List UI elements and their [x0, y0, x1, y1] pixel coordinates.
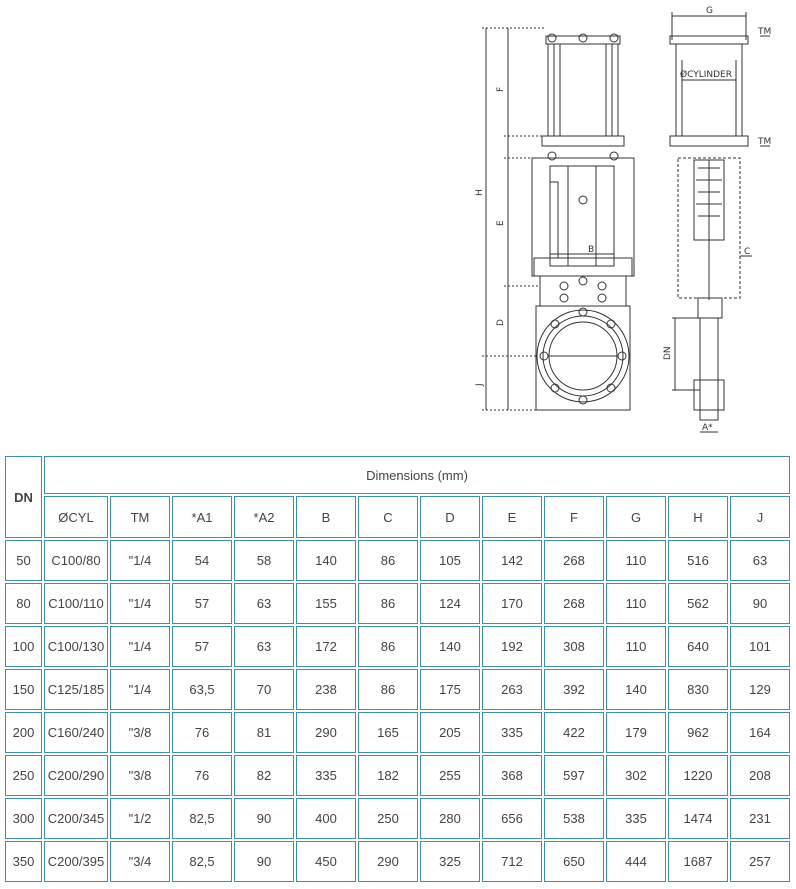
table-cell: 231 [730, 798, 790, 839]
label-C: C [744, 247, 751, 257]
table-cell: 105 [420, 540, 480, 581]
table-cell: 290 [358, 841, 418, 882]
col-header-c: C [358, 496, 418, 538]
dn-cell: 350 [5, 841, 42, 882]
table-cell: 101 [730, 626, 790, 667]
table-cell: 54 [172, 540, 232, 581]
col-header-b: B [296, 496, 356, 538]
table-cell: 562 [668, 583, 728, 624]
col-header-cyl: ØCYL [44, 496, 108, 538]
table-row [5, 755, 790, 796]
table-cell: 110 [606, 626, 666, 667]
table-cell: 263 [482, 669, 542, 710]
table-cell: 129 [730, 669, 790, 710]
table-cell: 1220 [668, 755, 728, 796]
dn-cell: 250 [5, 755, 42, 796]
table-row [5, 626, 790, 667]
table-cell: 63 [730, 540, 790, 581]
table-cell: 335 [296, 755, 356, 796]
table-cell: 82,5 [172, 798, 232, 839]
table-cell: 962 [668, 712, 728, 753]
table-cell: "1/4 [110, 626, 170, 667]
label-TM-top: TM [758, 27, 772, 37]
table-cell: 57 [172, 583, 232, 624]
col-header-g: G [606, 496, 666, 538]
column-header-row [5, 496, 790, 538]
label-D: D [496, 319, 506, 326]
table-cell: 90 [730, 583, 790, 624]
table-row [5, 798, 790, 839]
table-cell: 90 [234, 798, 294, 839]
dn-cell: 150 [5, 669, 42, 710]
table-cell: 450 [296, 841, 356, 882]
table-cell: 86 [358, 540, 418, 581]
table-row [5, 583, 790, 624]
table-cell: C160/240 [44, 712, 108, 753]
table-cell: 392 [544, 669, 604, 710]
label-J: J [475, 383, 485, 386]
table-cell: 90 [234, 841, 294, 882]
table-cell: 82 [234, 755, 294, 796]
label-G: G [706, 6, 713, 16]
table-cell: 63 [234, 626, 294, 667]
table-cell: 165 [358, 712, 418, 753]
table-cell: 444 [606, 841, 666, 882]
table-cell: C125/185 [44, 669, 108, 710]
dn-cell: 100 [5, 626, 42, 667]
table-cell: 308 [544, 626, 604, 667]
table-cell: 238 [296, 669, 356, 710]
table-cell: C200/345 [44, 798, 108, 839]
table-cell: 182 [358, 755, 418, 796]
table-cell: 76 [172, 755, 232, 796]
dn-cell: 80 [5, 583, 42, 624]
col-header-a1: *A1 [172, 496, 232, 538]
label-F: F [496, 86, 506, 92]
table-cell: 142 [482, 540, 542, 581]
table-cell: 650 [544, 841, 604, 882]
table-cell: 140 [296, 540, 356, 581]
col-header-tm: TM [110, 496, 170, 538]
table-cell: 656 [482, 798, 542, 839]
label-DN: DN [663, 346, 673, 360]
table-cell: 597 [544, 755, 604, 796]
table-cell: "3/8 [110, 712, 170, 753]
dn-header: DN [5, 456, 42, 538]
col-header-h: H [668, 496, 728, 538]
table-cell: 516 [668, 540, 728, 581]
table-cell: 400 [296, 798, 356, 839]
table-cell: C200/290 [44, 755, 108, 796]
table-cell: 290 [296, 712, 356, 753]
table-cell: 712 [482, 841, 542, 882]
valve-technical-drawing [470, 0, 796, 450]
table-cell: 179 [606, 712, 666, 753]
table-cell: 76 [172, 712, 232, 753]
table-cell: 1687 [668, 841, 728, 882]
table-cell: 250 [358, 798, 418, 839]
table-cell: 86 [358, 669, 418, 710]
table-cell: 368 [482, 755, 542, 796]
table-cell: 302 [606, 755, 666, 796]
table-cell: 175 [420, 669, 480, 710]
dn-cell: 50 [5, 540, 42, 581]
table-cell: 1474 [668, 798, 728, 839]
table-cell: "1/2 [110, 798, 170, 839]
table-cell: 86 [358, 583, 418, 624]
table-cell: 82,5 [172, 841, 232, 882]
table-cell: 70 [234, 669, 294, 710]
table-cell: 81 [234, 712, 294, 753]
table-cell: 257 [730, 841, 790, 882]
table-cell: C100/80 [44, 540, 108, 581]
col-header-e: E [482, 496, 542, 538]
table-cell: 192 [482, 626, 542, 667]
table-cell: 280 [420, 798, 480, 839]
table-cell: "1/4 [110, 540, 170, 581]
col-header-d: D [420, 496, 480, 538]
table-cell: "3/4 [110, 841, 170, 882]
table-row [5, 841, 790, 882]
table-cell: "1/4 [110, 669, 170, 710]
table-cell: 63 [234, 583, 294, 624]
table-cell: 58 [234, 540, 294, 581]
label-A: A* [702, 423, 713, 433]
table-cell: 335 [606, 798, 666, 839]
table-cell: 640 [668, 626, 728, 667]
col-header-a2: *A2 [234, 496, 294, 538]
dimensions-table [3, 454, 792, 884]
table-cell: 205 [420, 712, 480, 753]
dimensions-header: Dimensions (mm) [44, 456, 790, 494]
col-header-j: J [730, 496, 790, 538]
dn-cell: 200 [5, 712, 42, 753]
table-cell: "3/8 [110, 755, 170, 796]
col-header-f: F [544, 496, 604, 538]
table-cell: 110 [606, 540, 666, 581]
dn-cell: 300 [5, 798, 42, 839]
table-cell: C200/395 [44, 841, 108, 882]
table-cell: 170 [482, 583, 542, 624]
table-cell: 325 [420, 841, 480, 882]
table-cell: 335 [482, 712, 542, 753]
table-cell: 208 [730, 755, 790, 796]
table-row [5, 712, 790, 753]
label-E: E [496, 220, 506, 226]
table-cell: 422 [544, 712, 604, 753]
label-cylinder: ØCYLINDER [680, 70, 732, 80]
table-cell: "1/4 [110, 583, 170, 624]
table-cell: 140 [420, 626, 480, 667]
table-cell: 155 [296, 583, 356, 624]
table-cell: 86 [358, 626, 418, 667]
table-cell: 63,5 [172, 669, 232, 710]
table-cell: 830 [668, 669, 728, 710]
table-cell: 172 [296, 626, 356, 667]
table-cell: 124 [420, 583, 480, 624]
table-cell: 57 [172, 626, 232, 667]
label-H: H [475, 189, 485, 196]
table-cell: 268 [544, 583, 604, 624]
table-cell: 255 [420, 755, 480, 796]
label-TM-bottom: TM [758, 137, 772, 147]
table-cell: 538 [544, 798, 604, 839]
table-cell: 164 [730, 712, 790, 753]
label-B: B [588, 245, 595, 255]
table-cell: 110 [606, 583, 666, 624]
table-cell: C100/110 [44, 583, 108, 624]
table-row [5, 669, 790, 710]
table-cell: 268 [544, 540, 604, 581]
table-row [5, 540, 790, 581]
table-cell: 140 [606, 669, 666, 710]
table-cell: C100/130 [44, 626, 108, 667]
